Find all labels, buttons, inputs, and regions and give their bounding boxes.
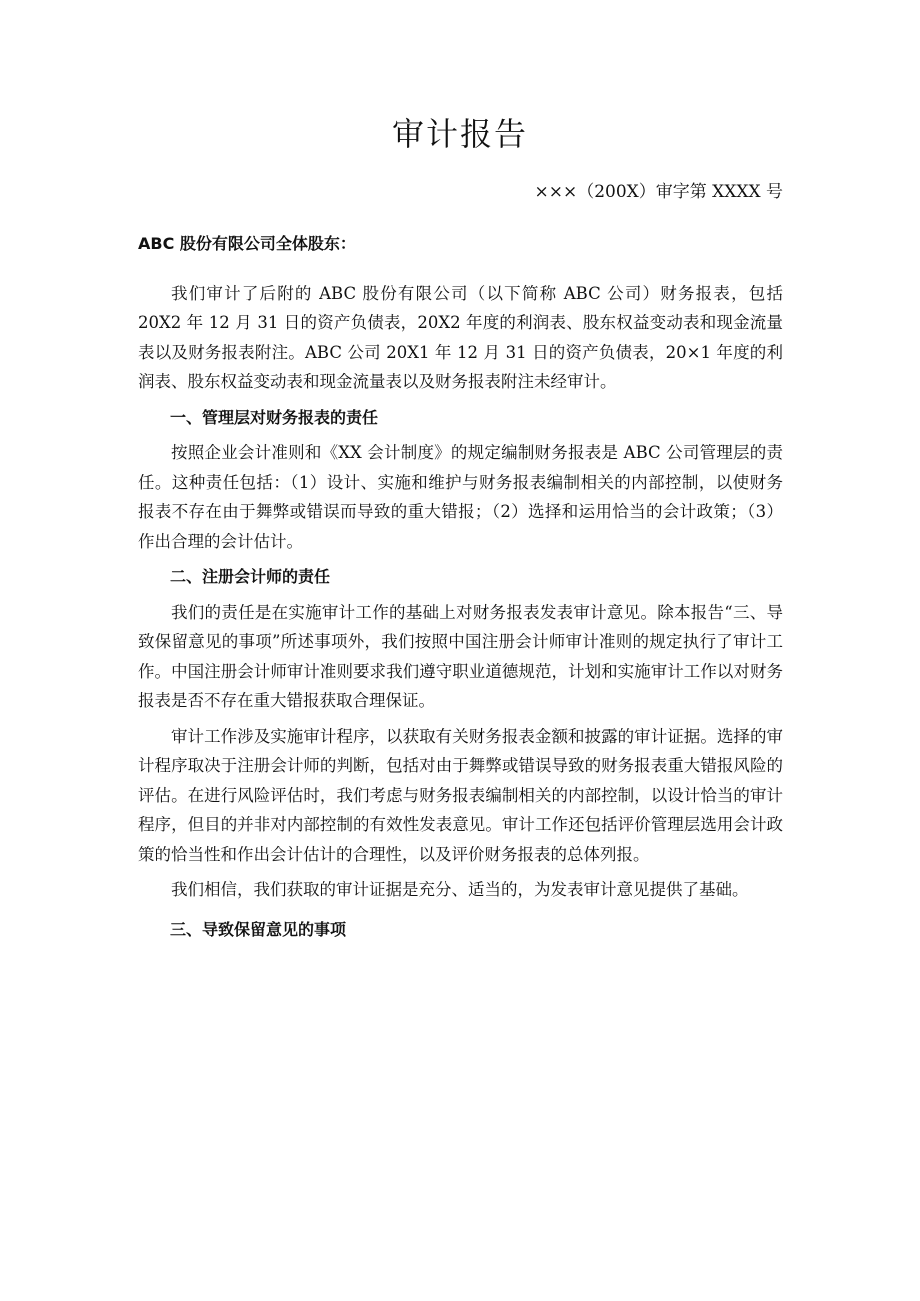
addressee: ABC 股份有限公司全体股东： [138, 234, 356, 253]
intro-paragraph: 我们审计了后附的 ABC 股份有限公司（以下简称 ABC 公司）财务报表，包括 20X2 年 12 月 31 日的资产负债表，20X2 年度的利润表、股东权益变动表和现金流量表以及财务报表附注。ABC 公司 20X1 年 12 月 31 日的资产负债表，20×1 年度的利润表、股东权益变动表和现金流量表以及财务报表附注未经审计。 [138, 283, 783, 391]
section-2-paragraph-1: 我们的责任是在实施审计工作的基础上对财务报表发表审计意见。除本报告“三、导致保留意见的事项”所述事项外，我们按照中国注册会计师审计准则的规定执行了审计工作。中国注册会计师审计准则要求我们遵守职业道德规范，计划和实施审计工作以对财务报表是否不存在重大错报获取合理保证。 [138, 602, 783, 710]
section-3-heading: 三、导致保留意见的事项 [170, 919, 347, 939]
section-1-paragraph: 按照企业会计准则和《XX 会计制度》的规定编制财务报表是 ABC 公司管理层的责任。这种责任包括：（1）设计、实施和维护与财务报表编制相关的内部控制，以使财务报表不存在由于舞弊或错误而导致的重大错报；（2）选择和运用恰当的会计政策；（3）作出合理的会计估计。 [138, 443, 783, 551]
section-1-heading: 一、管理层对财务报表的责任 [170, 407, 379, 427]
section-2-heading: 二、注册会计师的责任 [170, 567, 331, 586]
report-body [138, 229, 783, 944]
document-number: ×××（200X）审字第 XXXX 号 [534, 182, 783, 202]
section-2-paragraph-2: 审计工作涉及实施审计程序，以获取有关财务报表金额和披露的审计证据。选择的审计程序取决于注册会计师的判断，包括对由于舞弊或错误导致的财务报表重大错报风险的评估。在进行风险评估时，我们考虑与财务报表编制相关的内部控制，以设计恰当的审计程序，但目的并非对内部控制的有效性发表意见。审计工作还包括评价管理层选用会计政策的恰当性和作出会计估计的合理性，以及评价财务报表的总体列报。 [138, 726, 783, 864]
report-title: 审计报告 [391, 115, 528, 153]
section-2-paragraph-3: 我们相信，我们获取的审计证据是充分、适当的，为发表审计意见提供了基础。 [171, 880, 749, 899]
